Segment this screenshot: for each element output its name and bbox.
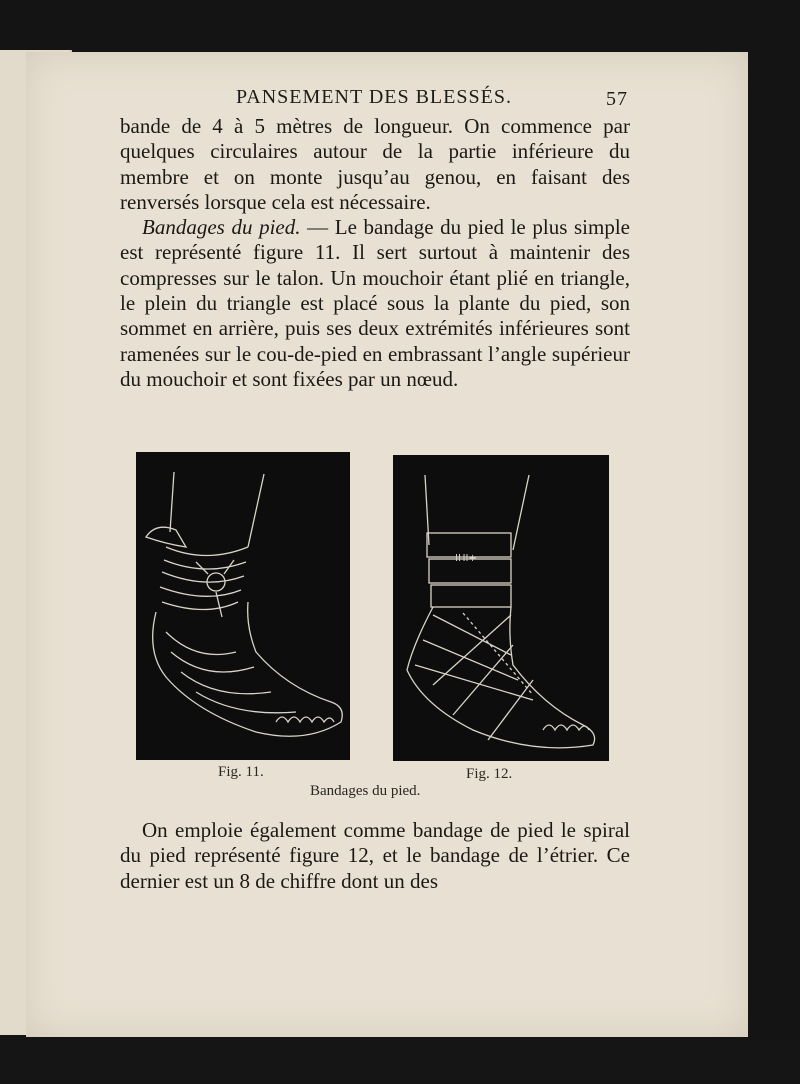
figure-12-engraving [393,455,609,761]
paragraph-1 [120,114,630,392]
figure-caption: Bandages du pied. [310,783,421,799]
figure-11-label: Fig. 11. [218,764,264,780]
figure-12-bandage-mark: IHI+ [455,553,477,564]
figure-11-engraving [136,452,350,760]
foot-spiral-bandage-illustration [393,455,609,761]
section-heading: Bandages du pied. [142,215,301,240]
page-number: 57 [606,88,628,110]
figure-12-label: Fig. 12. [466,766,513,782]
paragraph-1-opening: bande de 4 à 5 mètres de longueur. On commence par quelques circulaires autour de la partie inférieure du membre et on monte jusqu’au genou, en faisant des renversés lorsque cela est nécessaire. [120,114,630,214]
paragraph-1-body: — Le bandage du pied le plus simple est représenté figure 11. Il sert surtout à maintenir des compresses sur le talon. Un mouchoir étant plié en triangle, le plein du triangle est placé sous la plante du pied, son sommet en arrière, puis ses deux extrémités inférieures sont ramenées sur le cou-de-pied en embrassant l’angle supérieur du mouchoir et sont fixées par un nœud. [120,215,630,391]
running-header [236,86,628,116]
bottom-background-strip [0,1040,800,1084]
foot-handkerchief-bandage-illustration [136,452,350,760]
paragraph-2-text: On emploie également comme bandage de pied le spiral du pied représenté figure 12, et le bandage de l’étrier. Ce dernier est un 8 de chiffre dont un des [120,818,630,893]
header-title: PANSEMENT DES BLESSÉS. [236,86,512,108]
paragraph-2 [120,818,630,894]
